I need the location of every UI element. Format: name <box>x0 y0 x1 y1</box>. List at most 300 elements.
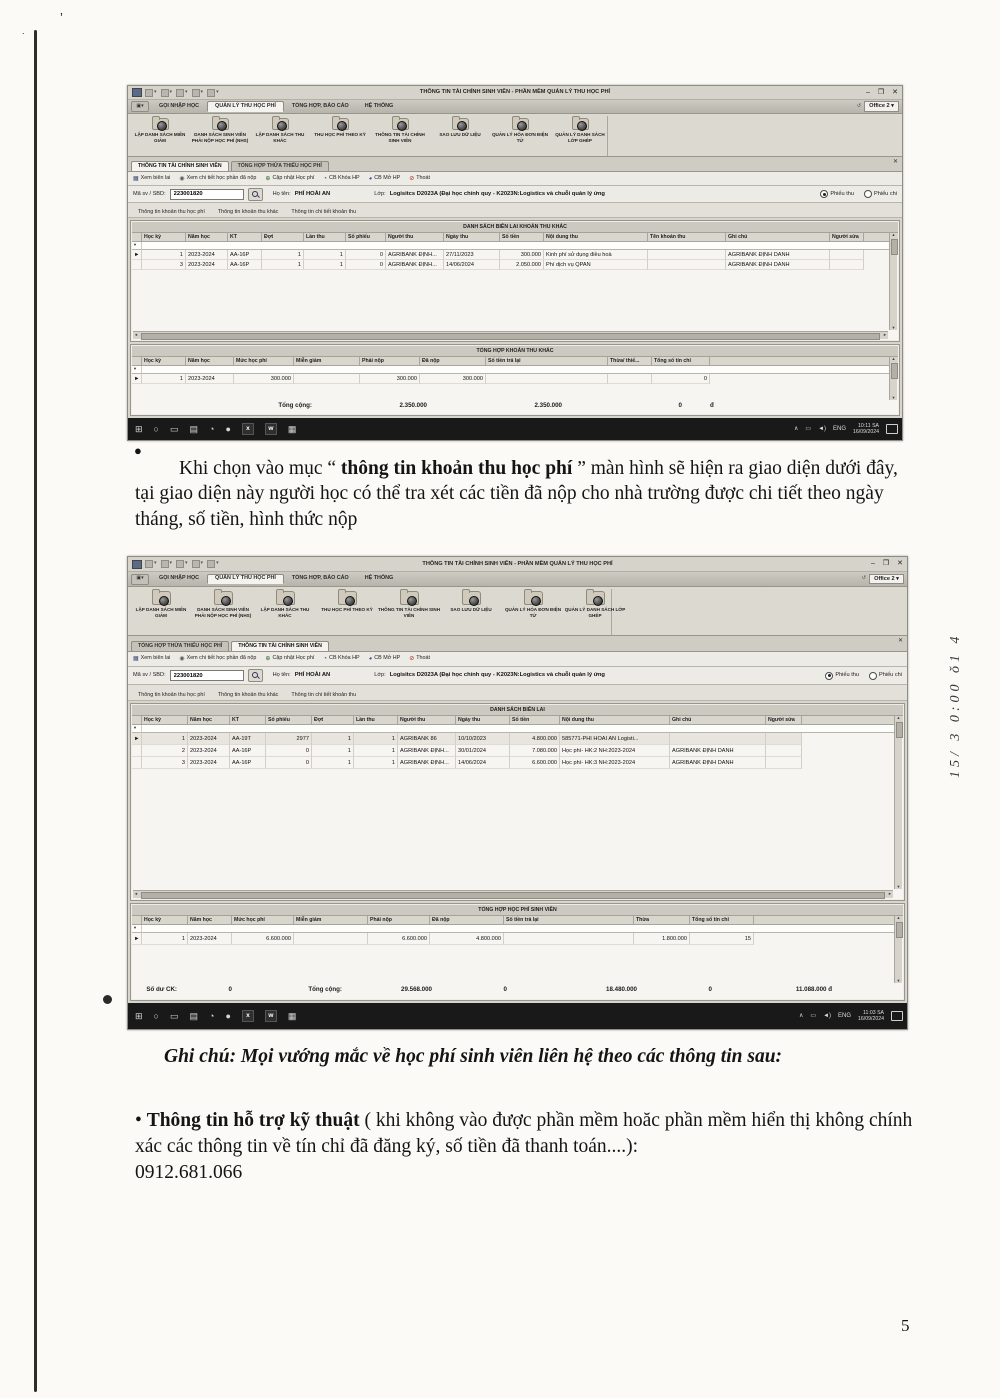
table-cell: 1 <box>142 933 188 945</box>
ribbon-button[interactable] <box>378 589 440 635</box>
column-header[interactable]: Năm học <box>188 916 232 925</box>
ribbon-button[interactable] <box>564 589 626 635</box>
column-header[interactable]: Lần thu <box>304 233 346 242</box>
qat-icon[interactable] <box>192 560 200 568</box>
language-indicator[interactable]: ENG <box>838 1012 852 1019</box>
toolbar-button[interactable] <box>133 656 170 662</box>
table-cell: 7.080.000 <box>510 745 560 757</box>
tray-display-icon[interactable]: ▭ <box>805 425 812 432</box>
class-value: Logisitcs D2023A (Đại học chính quy - K2023N:Logistics và chuỗi quản lý ứng <box>389 672 605 679</box>
column-header[interactable] <box>132 716 142 725</box>
sub-tabs <box>128 685 907 701</box>
qat-icon[interactable] <box>176 89 184 97</box>
share-icon[interactable]: ▤ <box>189 423 199 434</box>
word-icon[interactable]: w <box>265 1010 277 1022</box>
language-indicator[interactable]: ENG <box>833 425 847 432</box>
student-name: PHÍ HOÀI AN <box>294 672 331 679</box>
toolbar-button-label: Cập nhật Học phí <box>272 174 315 181</box>
column-header[interactable]: Phải nộp <box>368 916 430 925</box>
ribbon-button[interactable] <box>316 589 378 635</box>
table-row[interactable] <box>132 745 903 757</box>
table-cell: 1 <box>142 733 188 745</box>
taskview-icon[interactable]: ▭ <box>169 423 179 434</box>
menu-tabs <box>151 574 401 585</box>
ribbon-button[interactable] <box>490 116 550 156</box>
close-button[interactable]: ✕ <box>897 560 903 568</box>
folder-ball-icon <box>586 591 605 605</box>
column-header[interactable]: Đã nộp <box>430 916 504 925</box>
table-cell: AGRIBANK ĐỊNH DANH <box>670 745 766 757</box>
filter-row[interactable] <box>132 725 903 733</box>
tray-chevron-icon[interactable]: ∧ <box>799 1012 804 1019</box>
table-cell: 6.600.000 <box>368 933 430 945</box>
radio-selected-icon <box>825 672 833 680</box>
toolbar-button-label: Xem chi tiết học phần đã nộp <box>186 174 257 181</box>
table-cell <box>504 933 634 945</box>
ribbon-button[interactable] <box>254 589 316 635</box>
radio-phieu-chi[interactable]: Phiếu chi <box>869 672 902 680</box>
table-cell: 1 <box>142 250 186 260</box>
table-cell <box>766 757 802 769</box>
minimize-button[interactable]: – <box>865 88 870 96</box>
ribbon-group <box>130 589 626 635</box>
qat-icon[interactable] <box>192 89 200 97</box>
share-icon[interactable]: ▤ <box>189 1010 199 1021</box>
toolbar-button-icon: ▦ <box>133 656 139 662</box>
toolbar-button[interactable] <box>409 176 430 182</box>
tab-close-icon[interactable]: ✕ <box>892 159 898 165</box>
toolbar-button-label: CB Khóa HP <box>329 174 360 181</box>
ribbon-button[interactable] <box>502 589 564 635</box>
tab-thong-tin-tai-chinh[interactable]: THÔNG TIN TÀI CHÍNH SINH VIÊN <box>231 641 329 651</box>
currency-label: đ <box>710 401 714 409</box>
summary-header-row <box>132 916 903 925</box>
menu-tab[interactable]: TỔNG HỢP, BÁO CÁO <box>291 575 349 582</box>
search-icon[interactable]: ○ <box>153 1010 159 1021</box>
toolbar-button-icon: ⊕ <box>265 175 271 182</box>
column-header[interactable]: Số tiền <box>500 233 544 242</box>
title-bar <box>128 86 902 100</box>
qat-icon[interactable] <box>161 560 169 568</box>
tray-speaker-icon[interactable]: ◄) <box>823 1012 832 1019</box>
ribbon-button[interactable] <box>130 589 192 635</box>
app-grid-icon[interactable]: ▦ <box>287 423 297 434</box>
qat-icon[interactable] <box>145 560 153 568</box>
column-header[interactable]: Người thu <box>398 716 456 725</box>
qat-icon[interactable] <box>207 560 215 568</box>
table-cell <box>132 745 142 757</box>
ribbon-button[interactable] <box>440 589 502 635</box>
toolbar-button[interactable] <box>409 656 430 662</box>
table-cell: 0 <box>652 374 710 384</box>
quick-access-toolbar[interactable]: ▾ ▾ ▾ ▾ ▾ <box>145 560 219 568</box>
qat-icon[interactable] <box>176 560 184 568</box>
column-header[interactable]: Tổng số tín chỉ <box>690 916 754 925</box>
document-tab-row <box>128 157 902 172</box>
radio-unselected-icon <box>864 190 872 198</box>
menu-bar <box>128 100 902 114</box>
menu-tab[interactable]: HỆ THỐNG <box>364 575 394 582</box>
vertical-scrollbar[interactable] <box>889 357 897 400</box>
sub-tab[interactable]: Thông tin chi tiết khoản thu <box>291 208 357 215</box>
ribbon-button[interactable] <box>430 116 490 156</box>
toolbar-button-label: Thoát <box>416 655 431 662</box>
column-header[interactable]: Người sửa <box>766 716 802 725</box>
table-cell: 1 <box>312 745 354 757</box>
column-header[interactable]: Học kỳ <box>142 233 186 242</box>
ribbon-button-label: THU HỌC PHÍ THEO KỲ <box>314 132 366 137</box>
table-row[interactable] <box>132 250 898 260</box>
highlighted-menu-name: thông tin khoản thu học phí <box>340 457 573 479</box>
column-header[interactable]: Số phiếu <box>346 233 386 242</box>
column-header[interactable]: Nội dung thu <box>560 716 670 725</box>
sub-tab[interactable]: Thông tin khoản thu học phí <box>138 208 205 215</box>
column-header[interactable]: Thừa/ thiế... <box>608 357 652 366</box>
start-icon[interactable]: ⊞ <box>135 1010 143 1021</box>
taskbar <box>128 418 902 440</box>
ribbon-button[interactable] <box>190 116 250 156</box>
column-header[interactable]: Tên khoản thu <box>648 233 726 242</box>
column-header[interactable]: Đã nộp <box>420 357 486 366</box>
support-phone: 0912.681.066 <box>135 1161 243 1183</box>
qat-icon[interactable] <box>207 89 215 97</box>
folder-ball-icon <box>338 591 357 605</box>
table-cell: Học phí- HK:2 NH:2023-2024 <box>560 745 670 757</box>
toolbar-button-label: Xem biên lai <box>140 655 171 662</box>
table-cell: AA-16P <box>228 260 262 270</box>
browser-icon[interactable]: ◔ <box>209 423 215 434</box>
ribbon-button[interactable] <box>250 116 310 156</box>
column-header[interactable]: Người sửa <box>830 233 864 242</box>
table-cell <box>294 933 368 945</box>
table-cell: 2.050.000 <box>500 260 544 270</box>
table-cell <box>648 250 726 260</box>
sub-tab[interactable]: Thông tin khoản thu học phí <box>138 691 205 698</box>
tray-speaker-icon[interactable]: ◄) <box>818 425 827 432</box>
column-header[interactable]: KT <box>228 233 262 242</box>
word-icon[interactable]: w <box>265 423 277 435</box>
toolbar-button-icon: ◉ <box>179 175 185 182</box>
ribbon-button-label: QUẢN LÝ DANH SÁCH LỚP GHÉP <box>564 607 626 618</box>
summary-title: TỔNG HỢP KHOẢN THU KHÁC <box>132 346 898 357</box>
radio-selected-icon <box>820 190 828 198</box>
form-toolbar <box>128 652 907 667</box>
table-cell: ► <box>132 933 142 945</box>
toolbar-button[interactable] <box>369 176 401 182</box>
folder-ball-icon <box>152 118 169 130</box>
column-header[interactable]: Học kỳ <box>142 716 188 725</box>
table-cell: 4.800.000 <box>510 733 560 745</box>
start-icon[interactable]: ⊞ <box>135 423 143 434</box>
column-header[interactable]: Tổng số tín chỉ <box>652 357 710 366</box>
column-header[interactable]: Thừa <box>634 916 690 925</box>
ribbon <box>128 114 902 157</box>
toolbar-button[interactable] <box>265 176 314 182</box>
student-id-label: Mã sv / SBD: <box>133 190 166 197</box>
clock-time: 10:11 SA <box>858 422 879 429</box>
filter-marker-icon: ▼ <box>132 925 142 933</box>
toolbar-button-icon: ◕ <box>368 175 373 182</box>
folder-ball-icon <box>272 118 289 130</box>
grid-body <box>132 733 903 769</box>
sub-tab[interactable]: Thông tin khoản thu khác <box>217 208 279 215</box>
toolbar-button[interactable] <box>323 176 359 182</box>
tab-close-icon[interactable]: ✕ <box>897 638 903 644</box>
table-cell: 4.800.000 <box>430 933 504 945</box>
column-header[interactable]: Học kỳ <box>142 916 188 925</box>
ribbon-button-label: THÔNG TIN TÀI CHÍNH SINH VIÊN <box>378 607 441 618</box>
ribbon-button[interactable] <box>192 589 254 635</box>
sub-tab[interactable]: Thông tin khoản thu khác <box>217 691 279 698</box>
toolbar-button[interactable] <box>265 656 314 662</box>
toolbar-button[interactable] <box>179 176 256 182</box>
ribbon-button[interactable] <box>550 116 610 156</box>
scan-artifact-line <box>34 30 37 1392</box>
window-title: THÔNG TIN TÀI CHÍNH SINH VIÊN - PHẦN MỀM QUẢN LÝ THU HỌC PHÍ <box>422 560 613 567</box>
table-row[interactable] <box>132 374 898 384</box>
column-header[interactable]: Số tiền trả lại <box>486 357 608 366</box>
table-row[interactable] <box>132 260 898 270</box>
filter-row[interactable] <box>132 925 903 933</box>
page-number: 5 <box>901 1316 910 1335</box>
column-header[interactable]: Miễn giảm <box>294 916 368 925</box>
grid-title: DANH SÁCH BIÊN LAI KHOẢN THU KHÁC <box>132 222 898 233</box>
ribbon-button-label: SAO LƯU DỮ LIỆU <box>450 607 492 612</box>
folder-ball-icon <box>152 591 171 605</box>
maximize-button[interactable]: ❒ <box>877 88 885 96</box>
radio-phieu-thu[interactable]: Phiếu thu <box>825 672 859 680</box>
total-thua: 11.088.000 đ <box>795 985 832 993</box>
taskview-icon[interactable]: ▭ <box>169 1010 179 1021</box>
table-cell: 300.000 <box>234 374 294 384</box>
excel-icon[interactable]: x <box>242 423 254 435</box>
tray-chevron-icon[interactable]: ∧ <box>794 425 799 432</box>
student-id-input[interactable] <box>170 189 244 200</box>
column-header[interactable]: Năm học <box>186 357 234 366</box>
menu-tab[interactable]: HỆ THỐNG <box>364 102 394 109</box>
total-tra-lai: 0 <box>678 401 682 409</box>
table-cell: 1 <box>354 733 398 745</box>
column-header[interactable]: KT <box>230 716 266 725</box>
column-header[interactable]: Số phiếu <box>266 716 312 725</box>
summary-body <box>132 933 903 945</box>
table-cell: Học phí- HK:3 NH:2023-2024 <box>560 757 670 769</box>
clock-date: 16/09/2024 <box>858 1016 884 1022</box>
menu-tab[interactable]: TỔNG HỢP, BÁO CÁO <box>291 102 349 109</box>
qat-icon[interactable] <box>161 89 169 97</box>
list-bullet: • <box>135 1109 142 1131</box>
app-grid-icon[interactable]: ▦ <box>287 1010 297 1021</box>
total-da-nop: 2.350.000 <box>534 401 562 409</box>
column-header[interactable]: Số tiền <box>510 716 560 725</box>
table-cell <box>670 733 766 745</box>
table-cell: 300.000 <box>500 250 544 260</box>
balance-label: Số dư CK: <box>146 985 177 993</box>
table-cell <box>766 733 802 745</box>
clock[interactable] <box>853 423 879 436</box>
handwritten-margin-note: 15/ 3 0:00 ŏ1 4 <box>948 632 963 778</box>
toolbar-button[interactable] <box>323 656 359 662</box>
folder-ball-icon <box>572 118 589 130</box>
column-header[interactable]: Năm học <box>186 233 228 242</box>
filter-row[interactable] <box>132 242 898 250</box>
office-theme-dropdown[interactable]: Office 2 ▾ <box>864 101 899 111</box>
toolbar-button[interactable] <box>369 656 401 662</box>
folder-ball-icon <box>400 591 419 605</box>
menu-tab[interactable]: QUẢN LÝ THU HỌC PHÍ <box>207 574 284 585</box>
summary-title: TỔNG HỢP HỌC PHÍ SINH VIÊN <box>132 905 903 916</box>
name-label: Họ tên: <box>272 672 291 679</box>
scan-artifact-dot: . <box>22 26 25 36</box>
column-header[interactable]: Ngày thu <box>444 233 500 242</box>
table-row[interactable] <box>132 757 903 769</box>
column-header[interactable]: Mức học phí <box>234 357 294 366</box>
filter-marker-icon: ▼ <box>132 366 142 374</box>
table-cell: 1.800.000 <box>634 933 690 945</box>
qat-icon[interactable] <box>145 89 153 97</box>
table-cell: AA-16P <box>228 250 262 260</box>
clock[interactable] <box>858 1010 884 1023</box>
column-header[interactable] <box>132 233 142 242</box>
tab-thong-tin-tai-chinh[interactable]: THÔNG TIN TÀI CHÍNH SINH VIÊN <box>131 161 229 171</box>
column-header[interactable]: Số tiền trả lại <box>504 916 634 925</box>
total-label: Tổng cộng: <box>278 401 312 409</box>
help-icon[interactable]: ↺ <box>861 575 867 582</box>
menu-launcher-button[interactable]: ▣▾ <box>131 574 149 585</box>
column-header[interactable]: Ghi chú <box>726 233 830 242</box>
zalo-icon[interactable]: ● <box>225 1010 231 1021</box>
table-row[interactable] <box>132 733 903 745</box>
tray-display-icon[interactable]: ▭ <box>810 1012 817 1019</box>
window-title: THÔNG TIN TÀI CHÍNH SINH VIÊN - PHẦN MỀM QUẢN LÝ THU HỌC PHÍ <box>419 89 611 96</box>
help-icon[interactable]: ↺ <box>856 102 862 109</box>
tab-tong-hop-thua-thieu[interactable]: TỔNG HỢP THỪA THIẾU HỌC PHÍ <box>231 161 329 171</box>
excel-icon[interactable]: x <box>242 1010 254 1022</box>
document-tab-row <box>128 636 907 652</box>
table-cell: 0 <box>346 250 386 260</box>
column-header[interactable]: Học kỳ <box>142 357 186 366</box>
note-heading: Ghi chú: Mọi vướng mắc về học phí sinh viên liên hệ theo các thông tin sau: <box>164 1046 783 1067</box>
summary-header-row <box>132 357 898 366</box>
menu-launcher-button[interactable]: ▣▾ <box>131 101 149 112</box>
notification-icon[interactable] <box>886 424 898 434</box>
browser-icon[interactable]: ◔ <box>209 1010 215 1021</box>
close-button[interactable]: ✕ <box>892 88 898 96</box>
column-header[interactable]: Mức học phí <box>232 916 294 925</box>
table-cell <box>608 374 652 384</box>
student-name: PHÍ HOÀI AN <box>294 190 331 197</box>
grid-header-row <box>132 716 903 725</box>
radio-phieu-thu[interactable]: Phiếu thu <box>820 190 854 198</box>
menu-tab[interactable]: GỌI NHẬP HỌC <box>159 102 200 109</box>
notification-icon[interactable] <box>891 1011 903 1021</box>
table-cell <box>132 260 142 270</box>
quick-access-toolbar[interactable]: ▾ ▾ ▾ ▾ ▾ <box>145 89 219 97</box>
column-header[interactable]: Người thu <box>386 233 444 242</box>
column-header[interactable]: Nội dung thu <box>544 233 648 242</box>
tab-tong-hop-thua-thieu[interactable]: TỔNG HỢP THỪA THIẾU HỌC PHÍ <box>131 641 229 651</box>
column-header[interactable]: Năm học <box>188 716 230 725</box>
toolbar-button-icon: ⊘ <box>409 656 415 662</box>
search-icon[interactable]: ○ <box>153 423 159 434</box>
balance-value: 0 <box>228 985 232 993</box>
ribbon-button-label: QUẢN LÝ HÓA ĐƠN ĐIỆN TỬ <box>504 607 562 618</box>
table-cell: AGRIBANK 86 <box>398 733 456 745</box>
ribbon-button-label: LẬP DANH SÁCH THU KHÁC <box>260 607 310 618</box>
zalo-icon[interactable]: ● <box>225 423 231 434</box>
screenshot-1-window <box>127 85 903 441</box>
column-header[interactable]: Đợt <box>262 233 304 242</box>
column-header[interactable]: Đợt <box>312 716 354 725</box>
minimize-button[interactable]: – <box>870 560 875 568</box>
ribbon-button-label: LẬP DANH SÁCH MIỄN GIẢM <box>134 132 186 143</box>
table-cell: AA-16P <box>230 745 266 757</box>
student-id-input[interactable] <box>170 670 244 681</box>
folder-ball-icon <box>276 591 295 605</box>
screenshot-2-window <box>127 556 908 1030</box>
vertical-scrollbar[interactable] <box>889 233 897 330</box>
column-header[interactable]: Ghi chú <box>670 716 766 725</box>
search-icon[interactable] <box>248 188 263 201</box>
table-cell: 10/10/2023 <box>456 733 510 745</box>
menu-tab[interactable]: GỌI NHẬP HỌC <box>159 575 200 582</box>
toolbar-button[interactable] <box>179 656 256 662</box>
list-bullet <box>103 995 112 1004</box>
ribbon-button[interactable] <box>310 116 370 156</box>
horizontal-scrollbar[interactable] <box>133 331 888 339</box>
table-cell: 2977 <box>266 733 312 745</box>
radio-phieu-chi[interactable]: Phiếu chi <box>864 190 897 198</box>
ribbon-button[interactable] <box>130 116 190 156</box>
toolbar-button[interactable] <box>133 176 170 182</box>
column-header[interactable] <box>132 916 142 925</box>
class-value: Logisitcs D2023A (Đại học chính quy - K2023N:Logistics và chuỗi quản lý ứng <box>389 190 605 197</box>
column-header[interactable]: Lần thu <box>354 716 398 725</box>
column-header[interactable]: Miễn giảm <box>294 357 360 366</box>
table-cell: 14/06/2024 <box>444 260 500 270</box>
ribbon-button[interactable] <box>370 116 430 156</box>
vertical-scrollbar[interactable] <box>894 916 902 983</box>
search-icon[interactable] <box>248 669 263 682</box>
column-header[interactable]: Phải nộp <box>360 357 420 366</box>
table-cell: AGRIBANK ĐỊNH... <box>398 745 456 757</box>
sub-tab[interactable]: Thông tin chi tiết khoản thu <box>291 691 357 698</box>
form-toolbar <box>128 172 902 186</box>
menu-bar <box>128 572 907 587</box>
grid-title: DANH SÁCH BIÊN LAI <box>132 705 903 716</box>
office-theme-dropdown[interactable]: Office 2 ▾ <box>869 574 904 584</box>
column-header[interactable]: Ngày thu <box>456 716 510 725</box>
toolbar-button-label: Xem chi tiết học phần đã nộp <box>186 655 257 662</box>
intro-paragraph: Khi chọn vào mục “ thông tin khoản thu học phí ” màn hình sẽ hiện ra giao diện dưới đây, tại giao diện này người học có thể tra xét các tiền đã nộp cho nhà trường được chi tiết theo ngày tháng, số tiền, hình thức nộp <box>135 457 898 530</box>
menu-tab[interactable]: QUẢN LÝ THU HỌC PHÍ <box>207 101 284 112</box>
clock-date: 16/09/2024 <box>853 429 879 435</box>
filter-row[interactable] <box>132 366 898 374</box>
table-row[interactable] <box>132 933 903 945</box>
table-cell: 2023-2024 <box>188 757 230 769</box>
column-header[interactable] <box>132 357 142 366</box>
list-bullet: ● <box>134 443 142 458</box>
total-muc-hoc-phi: 29.568.000 <box>401 985 432 993</box>
vertical-scrollbar[interactable] <box>894 716 902 889</box>
horizontal-scrollbar[interactable] <box>133 890 893 898</box>
ribbon-button-label: DANH SÁCH SINH VIÊN PHẢI NỘP HỌC PHÍ (NHS) <box>194 607 252 618</box>
table-cell: 2023-2024 <box>188 733 230 745</box>
ribbon <box>128 587 907 636</box>
table-cell: Phí dịch vụ QPAN <box>544 260 648 270</box>
name-label: Họ tên: <box>272 190 291 197</box>
maximize-button[interactable]: ❒ <box>882 560 890 568</box>
